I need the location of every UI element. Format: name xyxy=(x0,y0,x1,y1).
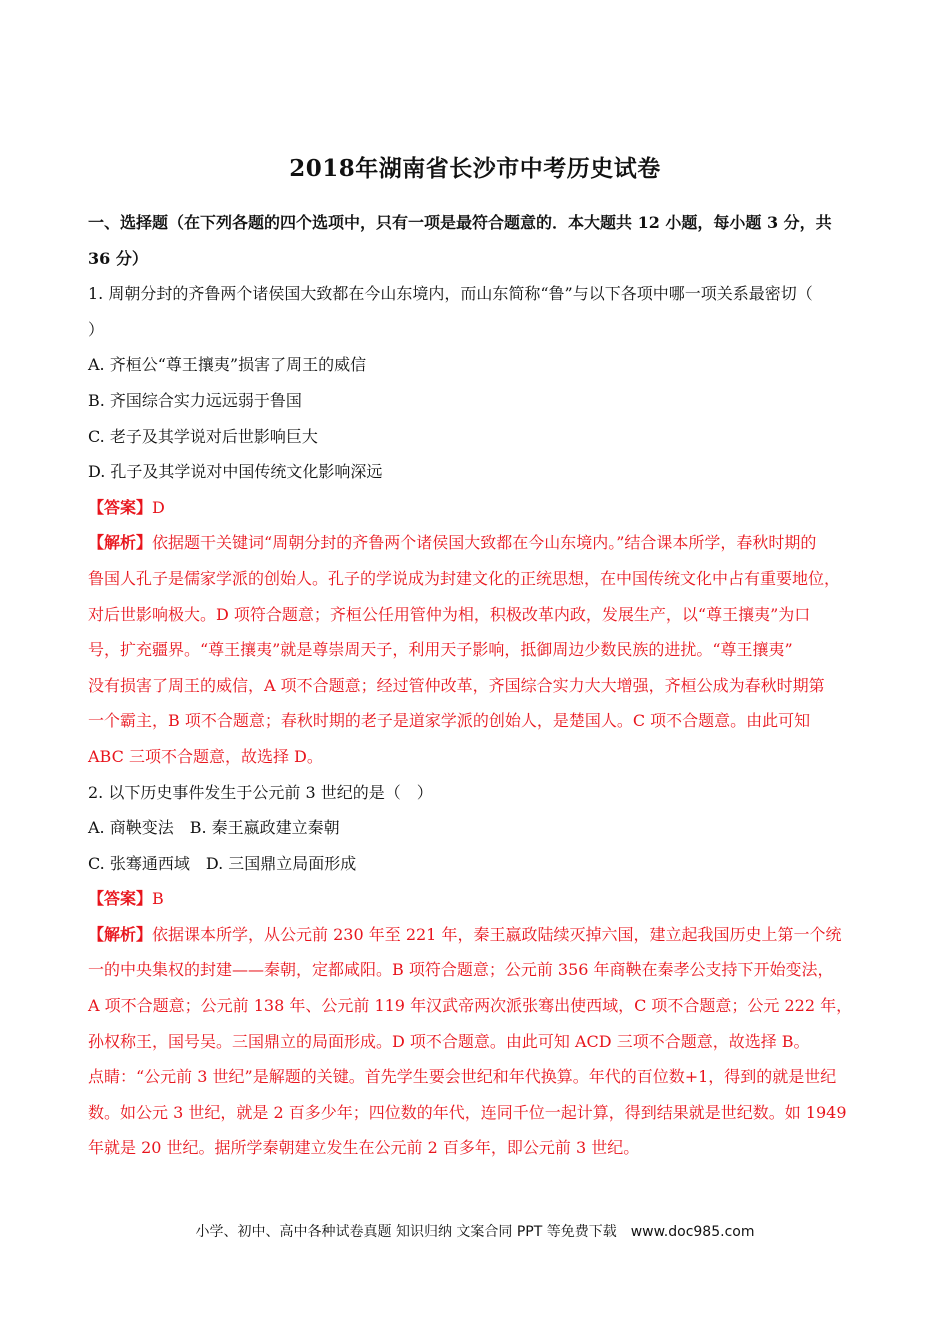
q2-answer-tag: 【答案】 xyxy=(88,889,153,909)
q1-answer xyxy=(88,490,868,526)
exam-title: 2018年湖南省长沙市中考历史试卷 xyxy=(289,155,661,182)
q1-stem-line-2: ） xyxy=(88,319,105,339)
section-heading-line-1: 一、选择题（在下列各题的四个选项中，只有一项是最符合题意的．本大题共 12 小题，每小题 3 分，共 xyxy=(88,213,832,232)
q1-answer-tag: 【答案】 xyxy=(88,497,153,517)
q1-option-a: A. 齐桓公“尊王攘夷”损害了周王的威信 xyxy=(88,355,367,375)
exam-content xyxy=(88,205,868,1166)
q1-analysis-line-6: 一个霸主，B 项不合题意；春秋时期的老子是道家学派的创始人，是楚国人。C 项不合题意。由此可知 xyxy=(88,711,811,731)
q1-analysis-line-5: 没有损害了周王的威信，A 项不合题意；经过管仲改革，齐国综合实力大大增强，齐桓公成为春秋时期第 xyxy=(88,675,825,695)
q1-analysis-line-7: ABC 三项不合题意，故选择 D。 xyxy=(88,746,323,766)
q2-analysis-line-1 xyxy=(88,917,868,953)
q1-option-b: B. 齐国综合实力远远弱于鲁国 xyxy=(88,390,302,410)
q1-analysis-line-3: 对后世影响极大。D 项符合题意；齐桓公任用管仲为相，积极改革内政，发展生产，以“尊王攘夷”为口 xyxy=(88,604,811,624)
section-heading-line-2: 36 分） xyxy=(88,248,148,268)
q2-tip-line-1: 点睛：“公元前 3 世纪”是解题的关键。首先学生要会世纪和年代换算。年代的百位数+1，得到的就是世纪 xyxy=(88,1067,837,1087)
q2-tip-line-3: 年就是 20 世纪。据所学秦朝建立发生在公元前 2 百多年，即公元前 3 世纪。 xyxy=(88,1138,640,1158)
q1-analysis-line-2: 鲁国人孔子是儒家学派的创始人。孔子的学说成为封建文化的正统思想，在中国传统文化中占有重要地位， xyxy=(88,568,841,588)
q2-answer-value: B xyxy=(152,889,164,909)
q2-tip-line-2: 数。如公元 3 世纪，就是 2 百多少年；四位数的年代，连同千位一起计算，得到结果就是世纪数。如 1949 xyxy=(88,1102,847,1122)
q2-options-line-2: C. 张骞通西域 D. 三国鼎立局面形成 xyxy=(88,853,357,873)
q2-analysis-line-3: A 项不合题意；公元前 138 年、公元前 119 年汉武帝两次派张骞出使西域，C 项不合题意；公元 222 年， xyxy=(88,996,853,1016)
q1-analysis-text-1: 依据题干关键词“周朝分封的齐鲁两个诸侯国大致都在今山东境内。”结合课本所学，春秋时期的 xyxy=(152,533,817,553)
q1-analysis-line-1 xyxy=(88,525,868,561)
q1-analysis-tag: 【解析】 xyxy=(88,533,153,553)
q2-stem: 2. 以下历史事件发生于公元前 3 世纪的是（ ） xyxy=(88,782,433,802)
page-footer: 小学、初中、高中各种试卷真题 知识归纳 文案合同 PPT 等免费下载 www.doc985.com xyxy=(195,1224,755,1240)
q2-analysis-tag: 【解析】 xyxy=(88,924,153,944)
q1-option-d: D. 孔子及其学说对中国传统文化影响深远 xyxy=(88,462,383,482)
q2-answer xyxy=(88,881,868,917)
q1-answer-value: D xyxy=(152,497,165,517)
q1-option-c: C. 老子及其学说对后世影响巨大 xyxy=(88,426,318,446)
q2-analysis-text-1: 依据课本所学，从公元前 230 年至 221 年，秦王嬴政陆续灭掉六国，建立起我国历史上第一个统 xyxy=(152,924,842,944)
q1-stem-line-1: 1. 周朝分封的齐鲁两个诸侯国大致都在今山东境内，而山东简称“鲁”与以下各项中哪一项关系最密切（ xyxy=(88,284,813,304)
q2-analysis-line-2: 一的中央集权的封建——秦朝，定都咸阳。B 项符合题意；公元前 356 年商鞅在秦孝公支持下开始变法， xyxy=(88,960,834,980)
q2-analysis-line-4: 孙权称王，国号吴。三国鼎立的局面形成。D 项不合题意。由此可知 ACD 三项不合题意，故选择 B。 xyxy=(88,1031,810,1051)
q1-analysis-line-4: 号，扩充疆界。“尊王攘夷”就是尊崇周天子，利用天子影响，抵御周边少数民族的进扰。“尊王攘夷” xyxy=(88,640,793,660)
q2-options-line-1: A. 商鞅变法 B. 秦王嬴政建立秦朝 xyxy=(88,818,340,838)
